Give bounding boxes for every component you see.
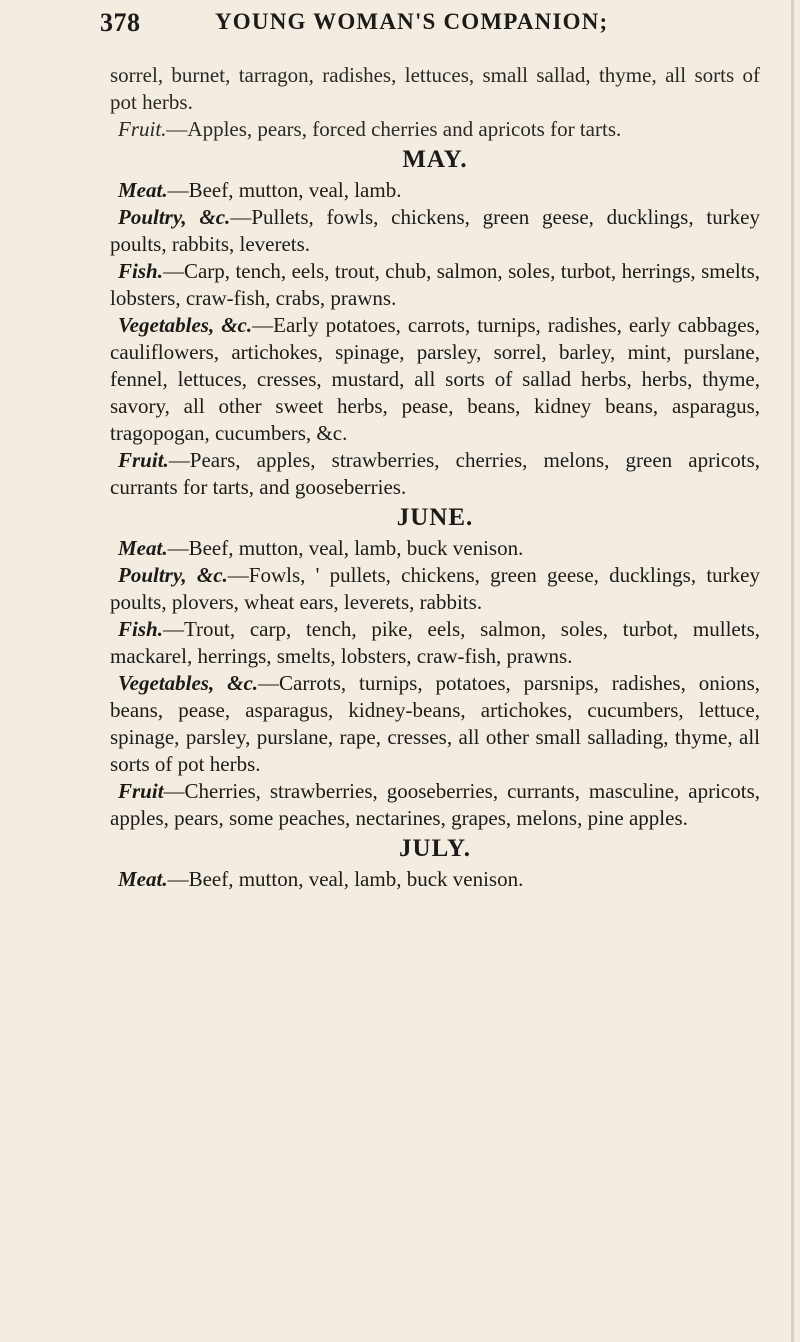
- page-edge-shadow: [791, 0, 794, 1342]
- july-meat-label: Meat.: [118, 867, 168, 891]
- may-fish-text: —Carp, tench, eels, trout, chub, salmon, soles, turbot, herrings, smelts, lobsters, craw-fish, crabs, prawns.: [110, 259, 760, 310]
- may-fruit-paragraph: [110, 447, 760, 501]
- page-number: 378: [100, 8, 141, 37]
- may-meat-label: Meat.: [118, 178, 168, 202]
- running-head: YOUNG WOMAN'S COMPANION;: [215, 9, 609, 34]
- june-fish-text: —Trout, carp, tench, pike, eels, salmon, soles, turbot, mullets, mackarel, herrings, smelts, lobsters, craw-fish, prawns.: [110, 617, 760, 668]
- may-poultry-text: —Pullets, fowls, chickens, green geese, ducklings, turkey poults, rabbits, leverets.: [110, 205, 761, 256]
- may-fruit-label: Fruit.: [118, 448, 169, 472]
- july-meat-text: —Beef, mutton, veal, lamb, buck venison.: [167, 867, 524, 891]
- june-vegetables-paragraph: [110, 670, 760, 778]
- june-poultry-paragraph: [110, 562, 760, 616]
- may-vegetables-paragraph: [110, 312, 760, 447]
- may-meat-text: —Beef, mutton, veal, lamb.: [167, 178, 402, 202]
- april-fruit-text: —Apples, pears, forced cherries and apricots for tarts.: [166, 117, 622, 141]
- may-fish-label: Fish.: [118, 259, 163, 283]
- june-vegetables-label: Vegetables, &c.: [118, 671, 259, 695]
- july-meat-paragraph: [110, 866, 760, 893]
- may-poultry-label: Poultry, &c.: [118, 205, 231, 229]
- june-fruit-paragraph: [110, 778, 760, 832]
- june-vegetables-text: —Carrots, turnips, potatoes, parsnips, radishes, onions, beans, pease, asparagus, kidney-beans, artichokes, cucumbers, lettuce, spinage, parsley, purslane, rape, cresses, all other small sallading, thyme, all sorts of pot herbs.: [110, 671, 761, 776]
- may-meat-paragraph: [110, 177, 760, 204]
- page-header: [100, 8, 760, 44]
- june-poultry-label: Poultry, &c.: [118, 563, 228, 587]
- june-fish-label: Fish.: [118, 617, 163, 641]
- may-fruit-text: —Pears, apples, strawberries, cherries, melons, green apricots, currants for tarts, and gooseberries.: [110, 448, 760, 499]
- july-heading: JULY.: [399, 835, 471, 862]
- june-fish-paragraph: [110, 616, 760, 670]
- may-fish-paragraph: [110, 258, 760, 312]
- april-fruit-paragraph: [110, 116, 760, 143]
- page-content: [110, 62, 760, 893]
- may-vegetables-text: —Early potatoes, carrots, turnips, radishes, early cabbages, cauliflowers, artichokes, spinage, parsley, sorrel, barley, mint, purslane, fennel, lettuces, cresses, mustard, all sorts of sallad herbs, herbs, thyme, savory, all other sweet herbs, pease, beans, kidney beans, asparagus, tragopogan, cucumbers, &c.: [110, 313, 761, 445]
- june-fruit-text: —Cherries, strawberries, gooseberries, currants, masculine, apricots, apples, pears, some peaches, nectarines, grapes, melons, pine apples.: [110, 779, 760, 830]
- intro-paragraph: sorrel, burnet, tarragon, radishes, lettuces, small sallad, thyme, all sorts of pot herbs.: [110, 63, 760, 114]
- june-fruit-label: Fruit: [118, 779, 164, 803]
- may-heading: MAY.: [402, 146, 468, 173]
- may-vegetables-label: Vegetables, &c.: [118, 313, 253, 337]
- may-poultry-paragraph: [110, 204, 760, 258]
- june-poultry-text: —Fowls, ' pullets, chickens, green geese, ducklings, turkey poults, plovers, wheat ears, leverets, rabbits.: [110, 563, 760, 614]
- april-fruit-label: Fruit.: [118, 117, 167, 141]
- june-meat-text: —Beef, mutton, veal, lamb, buck venison.: [167, 536, 524, 560]
- june-heading: JUNE.: [396, 504, 474, 531]
- june-meat-label: Meat.: [118, 536, 168, 560]
- june-meat-paragraph: [110, 535, 760, 562]
